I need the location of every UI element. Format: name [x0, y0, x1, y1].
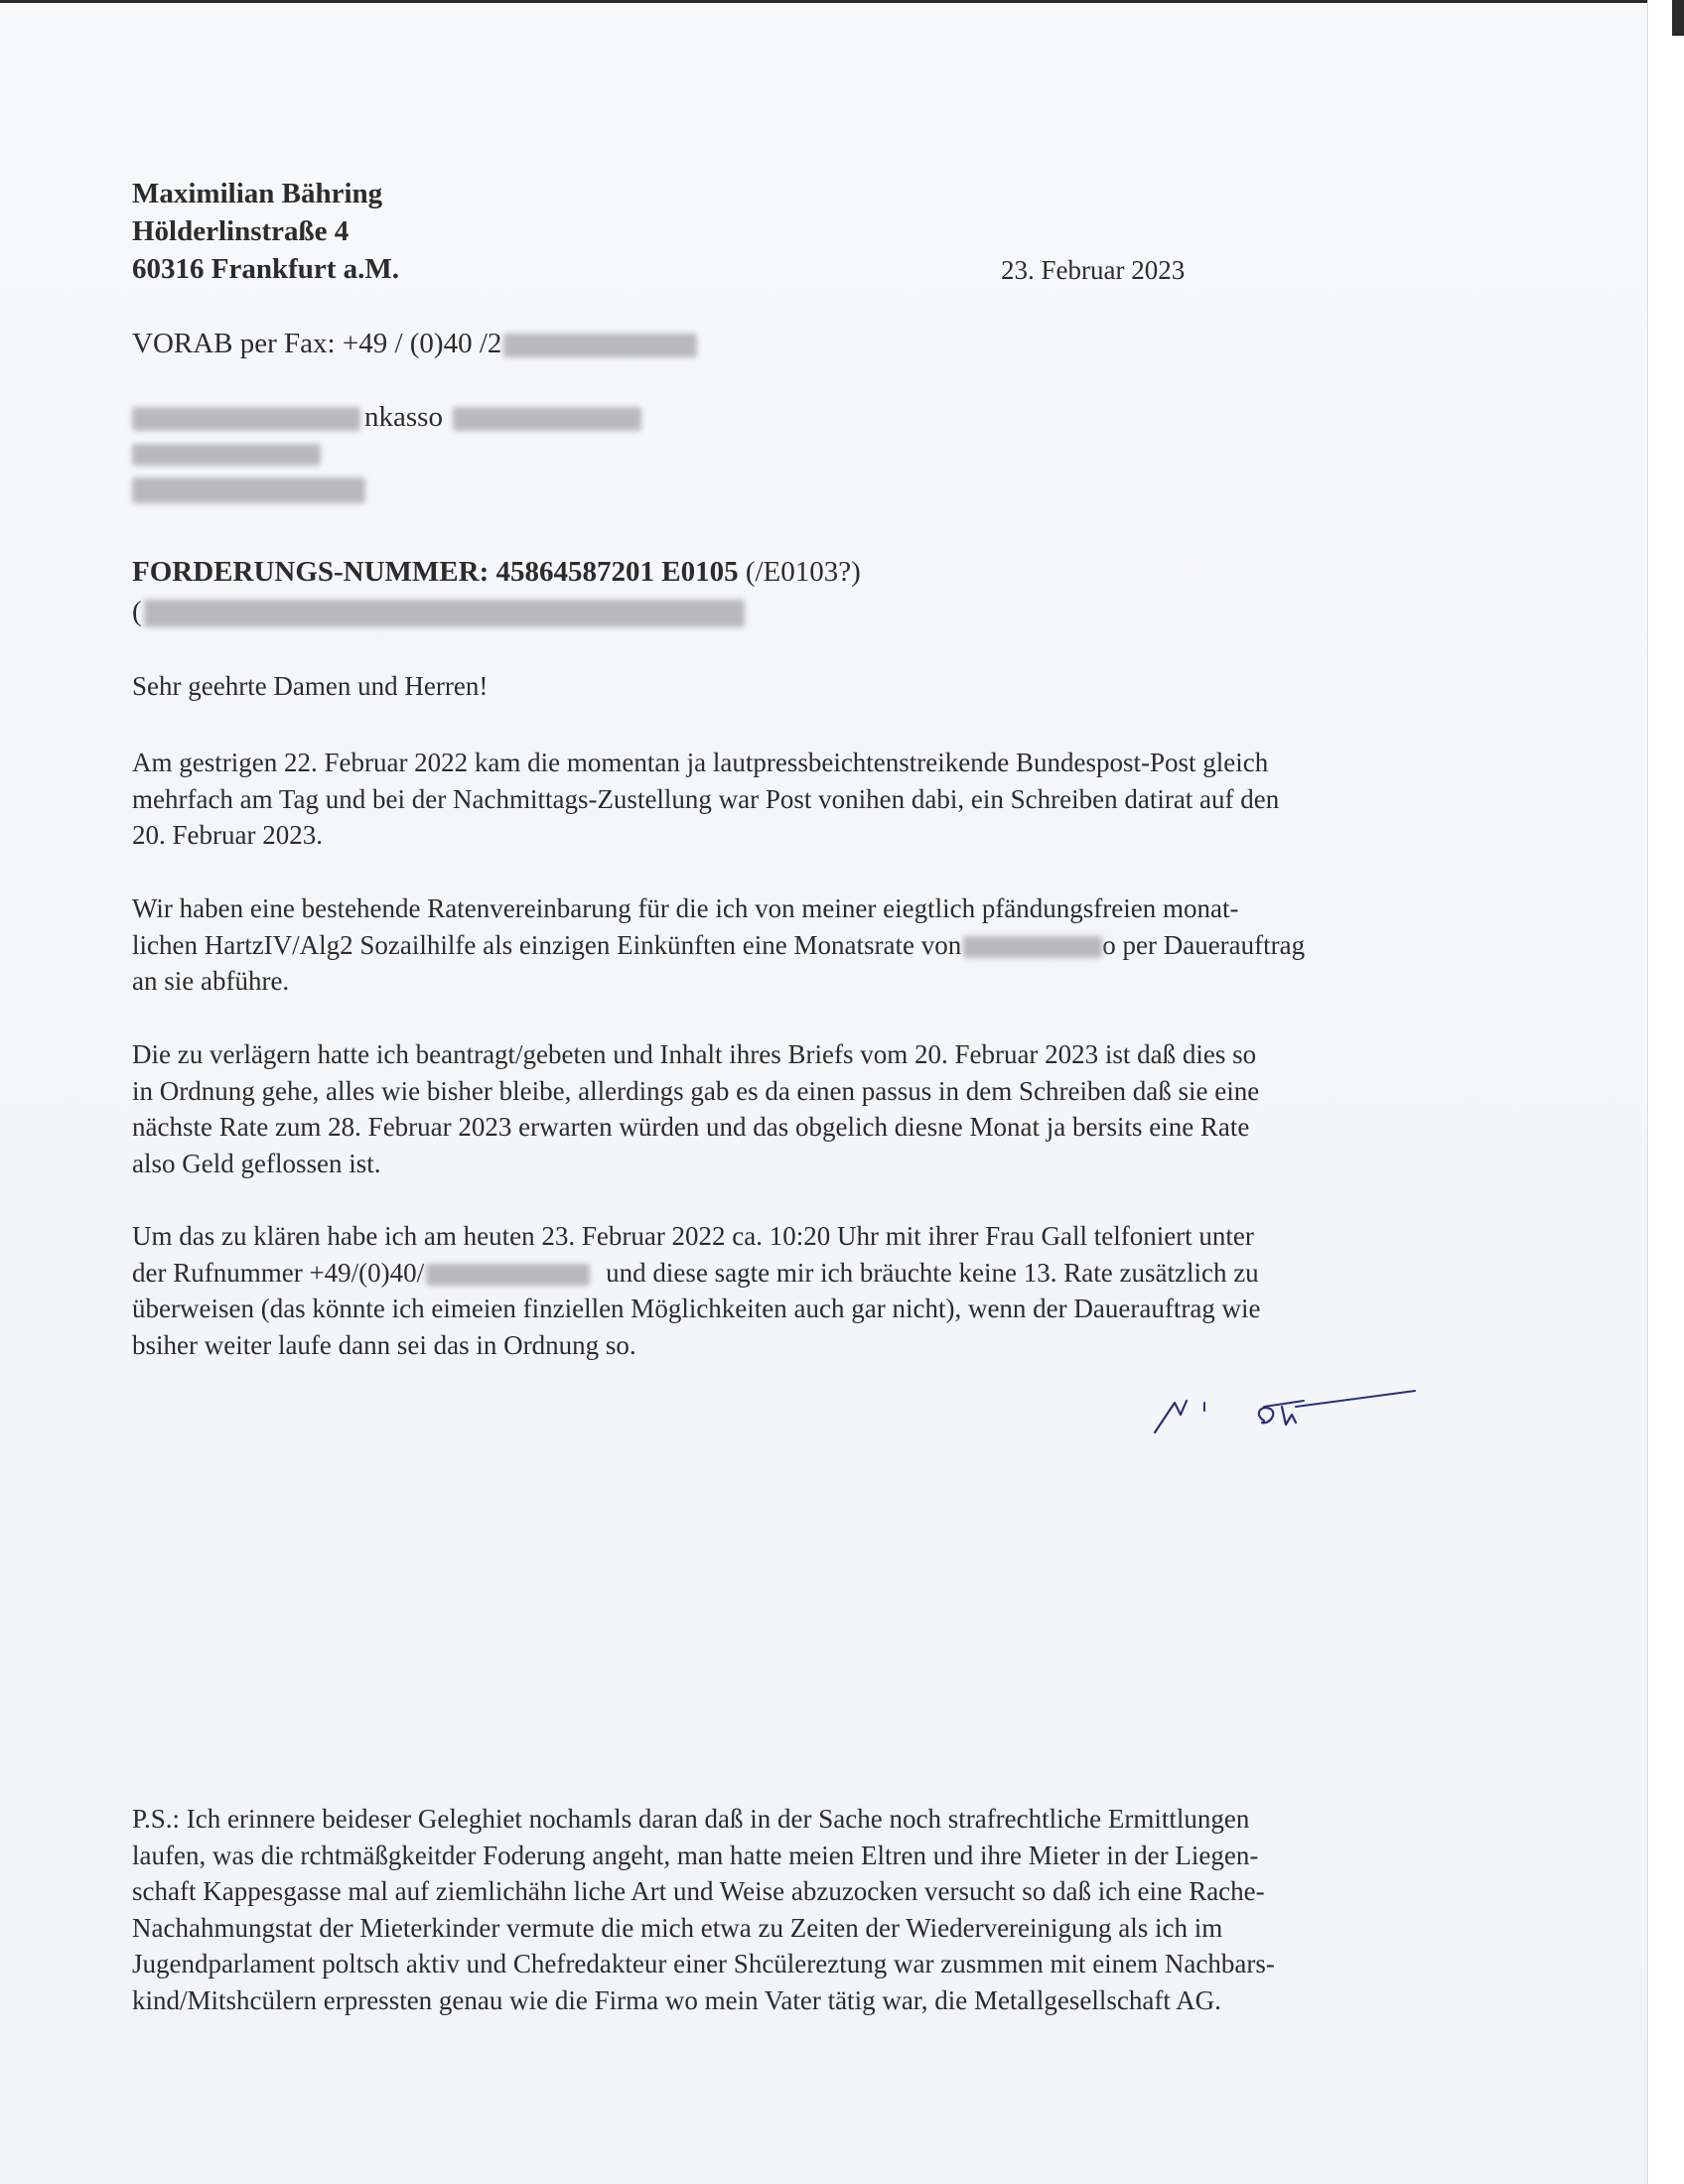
paragraph-line: Am gestrigen 22. Februar 2022 kam die momentan ja lautpressbeichtenstreikende Bundespost-Post gleich	[132, 748, 1269, 777]
paragraph-line: nächste Rate zum 28. Februar 2023 erwarten würden und das obgelich diesne Monat ja bersits eine Rate	[132, 1112, 1250, 1142]
paragraph-line: Um das zu klären habe ich am heuten 23. Februar 2022 ca. 10:20 Uhr mit ihrer Frau Gall telfoniert unter	[132, 1221, 1254, 1251]
redacted-claim-detail	[144, 600, 745, 627]
salutation: Sehr geehrte Damen und Herren!	[132, 671, 489, 701]
paragraph-line: 20. Februar 2023.	[132, 820, 323, 850]
scan-right-edge	[1647, 0, 1684, 2184]
paragraph-line-with-redaction	[132, 927, 1522, 964]
redacted-fax-number	[503, 334, 697, 357]
paragraph-line: P.S.: Ich erinnere beideser Geleghiet nochamls daran daß in der Sache noch strafrechtliche Ermittlungen	[132, 1804, 1250, 1834]
redacted-recipient-city	[132, 478, 365, 503]
recipient-address	[132, 401, 641, 508]
scan-top-border	[0, 0, 1684, 3]
redacted-recipient-name	[132, 407, 360, 431]
paragraph-2	[132, 890, 1522, 1000]
letter-date: 23. Februar 2023	[1001, 255, 1186, 285]
paragraph-line: in Ordnung gehe, alles wie bisher bleibe, allerdings gab es da einen passus in dem Schreiben daß sie eine	[132, 1075, 1260, 1106]
paragraph-line-end: und diese sagte mir ich bräuchte keine 13. Rate zusätzlich zu	[606, 1257, 1259, 1288]
postscript	[132, 1801, 1522, 2018]
fax-text: VORAB per Fax: +49 / (0)40 /2	[132, 328, 502, 359]
paragraph-line-start: lichen HartzIV/Alg2 Sozailhilfe als einzigen Einkünften eine Monatsrate von	[132, 929, 962, 960]
paragraph-line: kind/Mitshcülern erpressten genau wie die Firma wo mein Vater tätig war, die Metallgesellschaft AG.	[132, 1984, 1221, 2015]
redacted-recipient-name-tail	[453, 407, 641, 431]
paragraph-line: laufen, was die rchtmäßgkeitder Foderung angeht, man hatte meien Eltren und ihre Mieter in der Liegen-	[132, 1840, 1259, 1870]
claim-number: FORDERUNGS-NUMMER: 45864587201 E0105	[132, 556, 739, 588]
paragraph-line: Nachahmungstat der Mieterkinder vermute die mich etwa zu Zeiten der Wiedervereinigung als ich im	[132, 1912, 1223, 1943]
paragraph-line: an sie abführe.	[132, 966, 290, 996]
redacted-phone-number	[426, 1264, 590, 1286]
paragraph-line: also Geld geflossen ist.	[132, 1148, 381, 1178]
claim-reference	[132, 556, 861, 589]
recipient-line-1	[132, 401, 641, 437]
claim-number-suffix: (/E0103?)	[738, 556, 861, 588]
scan-corner-mark	[1672, 0, 1684, 36]
recipient-line-2	[132, 437, 641, 473]
paragraph-line: überweisen (das könnte ich eimeien finziellen Möglichkeiten auch gar nicht), wenn der Dauerauftrag wie	[132, 1294, 1261, 1323]
paragraph-line: Die zu verlägern hatte ich beantragt/gebeten und Inhalt ihres Briefs vom 20. Februar 2023 ist daß dies so	[132, 1039, 1257, 1069]
paragraph-4	[132, 1218, 1522, 1363]
recipient-visible-text: nkasso	[364, 401, 443, 433]
paragraph-line-with-redaction	[132, 1255, 1522, 1292]
paragraph-line-end: o per Dauerauftrag	[1102, 929, 1306, 960]
redacted-monthly-amount	[963, 936, 1102, 958]
paragraph-3	[132, 1036, 1522, 1181]
paragraph-line: Jugendparlament poltsch aktiv und Chefredakteur einer Shcülereztung war zusmmen mit einem Nachbars-	[132, 1949, 1275, 1979]
paragraph-1	[132, 745, 1522, 854]
claim-reference-sub	[132, 596, 745, 628]
sender-address	[132, 175, 399, 288]
sender-street: Hölderlinstraße 4	[132, 215, 350, 247]
handwritten-signature	[1147, 1385, 1425, 1454]
paragraph-line: Wir haben eine bestehende Ratenvereinbarung für die ich von meiner eiegtlich pfändungsfreien monat-	[132, 893, 1239, 923]
fax-line	[132, 328, 697, 360]
claim-sub-paren: (	[132, 596, 142, 627]
sender-city: 60316 Frankfurt a.M.	[132, 253, 400, 285]
sender-name: Maximilian Bähring	[132, 178, 383, 209]
paragraph-line: schaft Kappesgasse mal auf ziemlichähn liche Art und Weise abzuzocken versucht so daß ich eine Rache-	[132, 1876, 1265, 1906]
redacted-recipient-street	[132, 444, 321, 466]
recipient-line-3	[132, 473, 641, 508]
paragraph-line: bsiher weiter laufe dann sei das in Ordnung so.	[132, 1329, 636, 1360]
paragraph-line-start: der Rufnummer +49/(0)40/	[132, 1257, 425, 1288]
paragraph-line: mehrfach am Tag und bei der Nachmittags-Zustellung war Post vonihen dabi, ein Schreiben datirat auf den	[132, 783, 1280, 814]
